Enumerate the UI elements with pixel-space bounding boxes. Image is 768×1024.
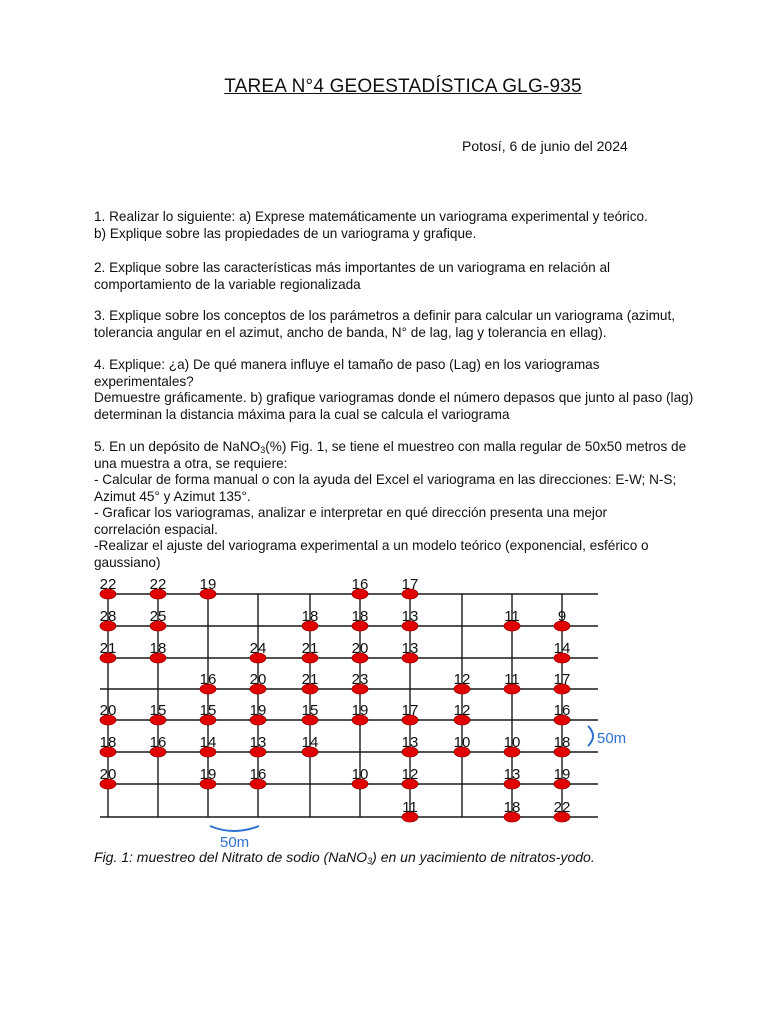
caption-text: Fig. 1: muestreo del Nitrato de sodio (NaNO bbox=[94, 849, 368, 865]
sample-value-label: 14 bbox=[553, 640, 571, 657]
question-line: 3. Explique sobre los conceptos de los parámetros a definir para calcular un variograma (azimut, bbox=[94, 308, 676, 323]
sample-value-label: 19 bbox=[199, 576, 217, 593]
sample-value-label: 16 bbox=[351, 576, 369, 593]
sample-value-label: 10 bbox=[453, 734, 471, 751]
sample-value-label: 13 bbox=[401, 734, 419, 751]
sample-value-label: 24 bbox=[249, 640, 267, 657]
sample-value-label: 18 bbox=[301, 608, 319, 625]
question-line: una muestra a otra, se requiere: bbox=[94, 455, 288, 471]
question-line bbox=[94, 439, 706, 456]
question-line: - Calcular de forma manual o con la ayuda del Excel el variograma en las direcciones: E-W; N-S; bbox=[94, 472, 677, 487]
caption-text-rest: ) en un yacimiento de nitratos-yodo. bbox=[372, 849, 595, 865]
sample-value-label: 22 bbox=[149, 576, 167, 593]
question-line: correlación espacial. bbox=[94, 521, 218, 537]
caption-subscript: 3 bbox=[367, 856, 373, 866]
sample-value-label: 13 bbox=[249, 734, 267, 751]
sample-value-label: 12 bbox=[453, 671, 471, 688]
sample-value-label: 19 bbox=[553, 766, 571, 783]
question-line: gaussiano) bbox=[94, 554, 161, 570]
sample-value-label: 18 bbox=[149, 640, 167, 657]
question-line: comportamiento de la variable regionalizada bbox=[94, 276, 361, 292]
sample-value-label: 17 bbox=[553, 671, 571, 688]
sample-value-label: 25 bbox=[149, 608, 167, 625]
question-line: experimentales? bbox=[94, 373, 194, 389]
question-line: 4. Explique: ¿a) De qué manera influye el tamaño de paso (Lag) en los variogramas bbox=[94, 357, 600, 372]
sample-value-label: 21 bbox=[301, 640, 319, 657]
sample-value-label: 12 bbox=[453, 702, 471, 719]
question-4 bbox=[94, 357, 706, 423]
sample-value-label: 22 bbox=[553, 799, 571, 816]
sample-value-label: 11 bbox=[504, 608, 520, 625]
sample-value-label: 17 bbox=[401, 576, 419, 593]
sample-value-label: 18 bbox=[503, 799, 521, 816]
spacing-label-right: 50m bbox=[597, 730, 627, 747]
sample-value-label: 16 bbox=[249, 766, 267, 783]
sample-value-label: 18 bbox=[99, 734, 117, 751]
sample-value-label: 19 bbox=[351, 702, 369, 719]
page-title: TAREA N°4 GEOESTADÍSTICA GLG-935 bbox=[224, 76, 582, 97]
sample-value-label: 11 bbox=[504, 671, 520, 688]
question-line: Azimut 45° y Azimut 135°. bbox=[94, 488, 251, 504]
sample-value-label: 22 bbox=[99, 576, 117, 593]
sample-value-label: 16 bbox=[199, 671, 217, 688]
spacing-label-bottom: 50m bbox=[220, 834, 250, 848]
question-line: b) Explique sobre las propiedades de un variograma y grafique. bbox=[94, 225, 477, 241]
sample-value-label: 20 bbox=[99, 702, 117, 719]
question-3 bbox=[94, 308, 706, 341]
sample-value-label: 28 bbox=[99, 608, 117, 625]
sample-value-label: 23 bbox=[351, 671, 369, 688]
question-line: -Realizar el ajuste del variograma experimental a un modelo teórico (exponencial, esférico o bbox=[94, 538, 649, 553]
subscript: 3 bbox=[260, 445, 266, 455]
sample-value-label: 21 bbox=[301, 671, 319, 688]
sample-value-label: 15 bbox=[301, 702, 319, 719]
sample-value-label: 13 bbox=[401, 608, 419, 625]
sample-value-label: 21 bbox=[99, 640, 117, 657]
sample-value-label: 16 bbox=[553, 702, 571, 719]
question-1 bbox=[94, 209, 706, 256]
question-line: Demuestre gráficamente. b) grafique variogramas donde el número depasos que junto al paso (lag) bbox=[94, 390, 694, 405]
question-line: 1. Realizar lo siguiente: a) Exprese matemáticamente un variograma experimental y teórico. bbox=[94, 209, 648, 224]
question-2 bbox=[94, 260, 706, 293]
sample-value-label: 19 bbox=[199, 766, 217, 783]
sample-value-label: 11 bbox=[402, 799, 418, 816]
sampling-grid-figure bbox=[94, 570, 642, 848]
question-5 bbox=[94, 439, 706, 571]
sample-value-label: 20 bbox=[99, 766, 117, 783]
question-line: tolerancia angular en el azimut, ancho de banda, N° de lag, lag y tolerancia en ellag). bbox=[94, 324, 607, 340]
sample-value-label: 10 bbox=[503, 734, 521, 751]
question-line: determinan la distancia máxima para la cual se calcula el variograma bbox=[94, 406, 510, 422]
question-line: - Graficar los variogramas, analizar e interpretar en qué dirección presenta una mejor bbox=[94, 505, 608, 520]
sample-value-label: 20 bbox=[249, 671, 267, 688]
sample-value-label: 18 bbox=[351, 608, 369, 625]
sample-value-label: 15 bbox=[199, 702, 217, 719]
sample-value-label: 13 bbox=[401, 640, 419, 657]
sample-value-label: 13 bbox=[503, 766, 521, 783]
question-5-intro: 5. En un depósito de NaNO bbox=[94, 439, 261, 454]
sample-value-label: 14 bbox=[301, 734, 319, 751]
question-5-intro-rest: (%) Fig. 1, se tiene el muestreo con malla regular de 50x50 metros de bbox=[265, 439, 687, 454]
sample-value-label: 20 bbox=[351, 640, 369, 657]
sample-value-label: 17 bbox=[401, 702, 419, 719]
sample-value-label: 12 bbox=[401, 766, 419, 783]
question-line: 2. Explique sobre las características más importantes de un variograma en relación al bbox=[94, 260, 611, 275]
figure-caption bbox=[94, 849, 595, 865]
sample-value-label: 10 bbox=[351, 766, 369, 783]
sample-value-label: 16 bbox=[149, 734, 167, 751]
sample-value-label: 18 bbox=[553, 734, 571, 751]
sample-value-label: 14 bbox=[199, 734, 217, 751]
sample-value-label: 19 bbox=[249, 702, 267, 719]
sample-value-label: 15 bbox=[149, 702, 167, 719]
sample-value-label: 9 bbox=[557, 608, 567, 625]
document-date: Potosí, 6 de junio del 2024 bbox=[462, 138, 628, 154]
